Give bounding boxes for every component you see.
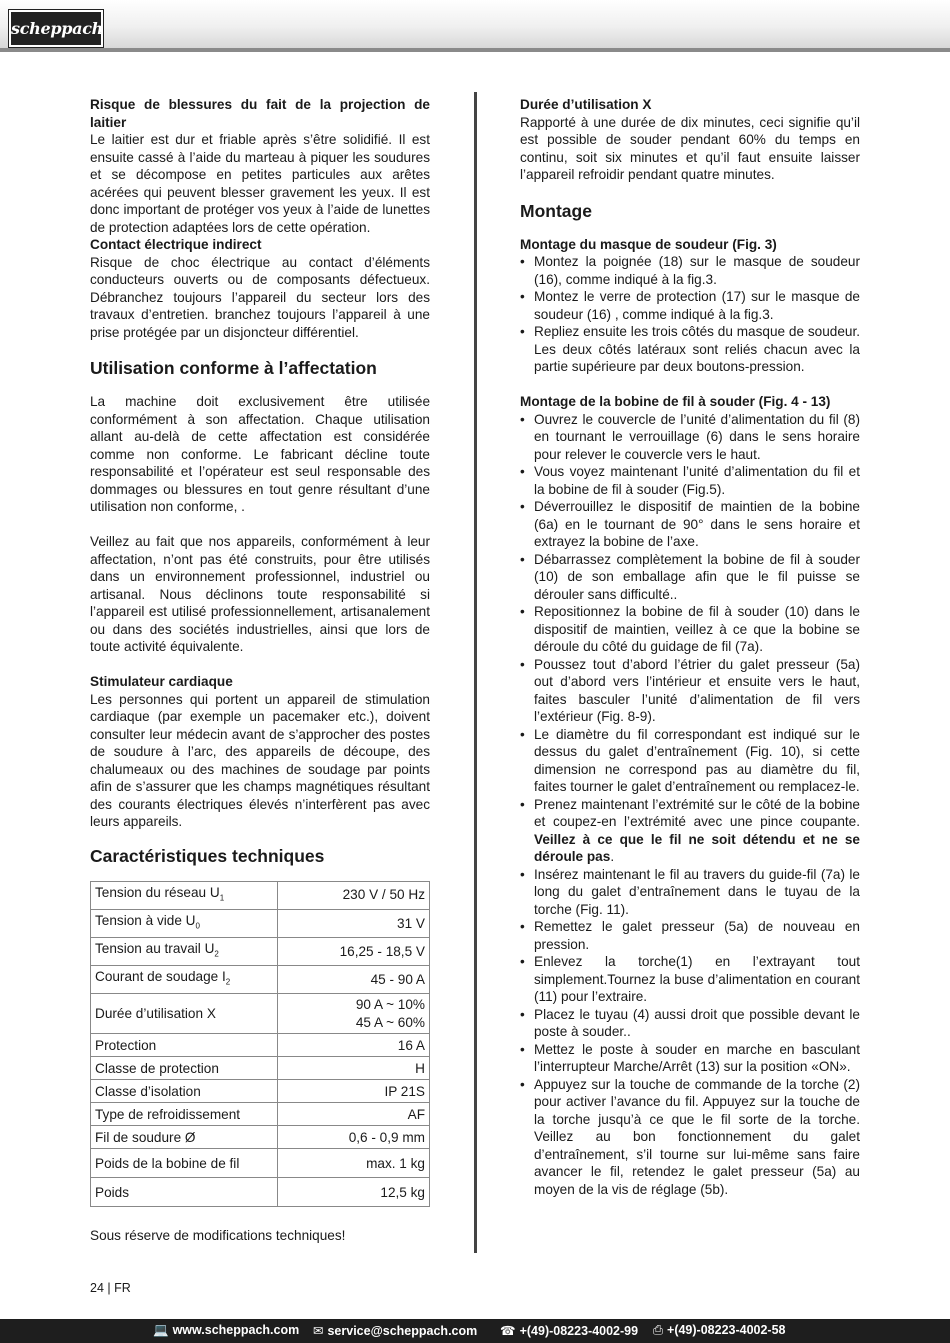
list-item: • Montez le verre de protection (17) sur le masque de soudeur (16) , comme indiqué à la fig.3. xyxy=(520,288,860,323)
pacemaker-title: Stimulateur cardiaque xyxy=(90,674,233,689)
footer-fax xyxy=(653,1323,786,1338)
fax-number: +(49)-08223-4002-58 xyxy=(667,1323,786,1337)
spec-label-subscript: 1 xyxy=(219,893,225,903)
list-item: • Le diamètre du fil correspondant est indiqué sur le dessus du galet d’entraînement (Fig. 10), si cette dimension ne correspond pas au diamètre du fil, faites tourner le galet d’entraînement ou remplacez-le. xyxy=(520,726,860,796)
spec-value xyxy=(277,966,429,994)
list-item: • Ouvrez le couvercle de l’unité d’alimentation du fil (8) en tournant le verrouillage (6) dans le sens horaire pour relever le couvercle vers le haut. xyxy=(520,411,860,464)
specs-heading: Caractéristiques techniques xyxy=(90,845,325,866)
table-row xyxy=(91,1126,430,1149)
duty-text: Rapporté à une durée de dix minutes, ceci signifie qu’il est possible de souder pendant 60% du temps en continu, soit six minutes et qu’il faut ensuite laisser l’appareil refroidir pendant quatre minutes. xyxy=(520,114,860,182)
spec-value-text: 45 - 90 A xyxy=(370,972,425,988)
table-row xyxy=(91,1178,430,1207)
table-row xyxy=(91,966,430,994)
pacemaker-text: Les personnes qui portent un appareil de stimulation cardiaque (par exemple un pacemaker etc.), doivent consulter leur médecin avant de s’approcher des postes de soudure à l’arc, des appareils de découpe, des chalumeaux ou des machines de soudage par points afin de s’assurer que les champs magnétiques résultant des courants électriques élevés n’interfèrent pas avec leurs appareils. xyxy=(90,691,430,829)
spec-label-text: Type de refroidissement xyxy=(95,1106,241,1122)
spec-label xyxy=(91,937,278,965)
website-link[interactable]: www.scheppach.com xyxy=(172,1323,300,1337)
spec-value-text: IP 21S xyxy=(384,1083,425,1099)
email-link[interactable]: service@scheppach.com xyxy=(327,1324,478,1338)
spec-label-subscript: 2 xyxy=(214,949,219,959)
table-row xyxy=(91,881,430,909)
spec-label-text: Poids de la bobine de fil xyxy=(95,1155,240,1171)
spec-label xyxy=(91,1126,278,1149)
list-item: • Vous voyez maintenant l’unité d’alimentation du fil et la bobine de fil à souder (Fig.5). xyxy=(520,463,860,498)
spec-label xyxy=(91,1178,278,1207)
spec-value-text: 16 A xyxy=(397,1037,425,1053)
list-item: • Remettez le galet presseur (5a) de nouveau en pression. xyxy=(520,918,860,953)
list-item-text: Prenez maintenant l’extrémité sur le côté de la bobine et coupez-en l’extrémité avec une pince coupante. xyxy=(534,796,860,829)
contact-text: Risque de choc électrique au contact d’éléments conducteurs ouverts ou de composants défectueux. Débranchez toujours l’appareil du secteur lors des travaux d’entretien. branchez toujours l’appareil à une prise protégée par un disjoncteur différentiel. xyxy=(90,254,430,340)
list-item: • Déverrouillez le dispositif de maintien de la bobine (6a) en le tournant de 90° dans le sens horaire et extrayez la bobine de l’axe. xyxy=(520,498,860,551)
spec-value xyxy=(277,994,429,1034)
table-row xyxy=(91,1103,430,1126)
mask-list xyxy=(520,253,860,376)
table-row xyxy=(91,1149,430,1178)
brand-logo: scheppach xyxy=(9,10,103,47)
montage-heading: Montage xyxy=(520,200,592,221)
spec-label-text: Durée d’utilisation X xyxy=(95,1006,216,1022)
spec-value xyxy=(277,909,429,937)
table-row xyxy=(91,1057,430,1080)
list-item: • Poussez tout d’abord l’étrier du galet presseur (5a) out d’abord vers l’intérieur et ensuite vers le haut, faites basculer l’unité d’alimentation de fil vers l’extérieur (Fig. 8-9). xyxy=(520,656,860,726)
column-divider xyxy=(474,92,477,1253)
table-row xyxy=(91,1080,430,1103)
header-bar xyxy=(0,0,950,52)
risk-text: Le laitier est dur et friable après s’être solidifié. Il est ensuite cassé à l’aide du marteau à piquer les soudures et se décompose en petites particules aux arêtes acérées qui peuvent blesser gravement les yeux. Il est donc important de protéger vos yeux à l’aide de lunettes de protection adaptées lors de cette opération. xyxy=(90,132,430,235)
envelope-icon: ✉ xyxy=(313,1324,324,1338)
spec-value xyxy=(277,1178,429,1207)
spec-label-text: Courant de soudage I xyxy=(95,969,226,985)
spec-label-text: Poids xyxy=(95,1184,130,1200)
list-item-warning: Veillez à ce que le fil ne soit détendu et ne se déroule pas xyxy=(534,831,860,864)
spec-label xyxy=(91,1034,278,1057)
list-item xyxy=(520,796,860,866)
footer-email[interactable] xyxy=(313,1323,477,1338)
spec-label xyxy=(91,1149,278,1178)
spec-value-text: 90 A ~ 10% xyxy=(355,997,425,1013)
spec-label xyxy=(91,966,278,994)
reserve-note: Sous réserve de modifications techniques! xyxy=(90,1228,346,1244)
spec-value-text: 16,25 - 18,5 V xyxy=(339,943,425,959)
table-row xyxy=(91,909,430,937)
spec-value xyxy=(277,881,429,909)
spec-value-text: H xyxy=(415,1060,425,1076)
spec-label xyxy=(91,1057,278,1080)
table-row xyxy=(91,994,430,1034)
spool-list xyxy=(520,411,860,1199)
list-item: • Enlevez la torche(1) en l’extrayant tout simplement.Tournez la buse d’alimentation en courant (11) pour l’extraire. xyxy=(520,953,860,1006)
spec-label xyxy=(91,1103,278,1126)
spec-value xyxy=(277,937,429,965)
list-item: • Appuyez sur la touche de commande de la torche (2) pour activer l’avance du fil. Appuyez sur la touche de la torche jusqu’à ce que le fil sorte de la torche. Veillez au bon fonctionnement du galet d’entraînement, s’il tourne sur lui-même sans faire avancer le fil, retendez le galet presseur (5a) au moyen de la vis de réglage (5b). xyxy=(520,1076,860,1199)
list-item: • Montez la poignée (18) sur le masque de soudeur (16), comme indiqué à la fig.3. xyxy=(520,253,860,288)
spec-value-text: 12,5 kg xyxy=(380,1184,425,1200)
spec-label-text: Fil de soudure Ø xyxy=(95,1129,196,1145)
table-row xyxy=(91,937,430,965)
specs-table xyxy=(90,881,430,1208)
list-item-end: . xyxy=(610,849,615,864)
page-number: 24 | FR xyxy=(90,1281,131,1295)
usage-paragraph-1: La machine doit exclusivement être utilisée conformément à son affectation. Chaque utilisation allant au-delà de cette affectation est considérée comme non conforme. Le fabricant décline toute responsabilité et l’opérateur est seul responsable des dommages ou blessures en tout genre résultant d’une utilisation non conforme, . xyxy=(90,394,430,514)
footer-website[interactable] xyxy=(153,1323,299,1338)
list-item: • Débarrassez complètement la bobine de fil à souder (10) de son emballage afin que le fil puisse se dérouler sans difficulté.. xyxy=(520,551,860,604)
spec-value-text: AF xyxy=(407,1106,425,1122)
list-item: • Repliez ensuite les trois côtés du masque de soudeur. Les deux côtés latéraux sont reliés chacun avec la partie supérieure par deux boutons-pression. xyxy=(520,323,860,376)
fax-icon: ⎙ xyxy=(653,1323,664,1337)
spec-value-text: 230 V / 50 Hz xyxy=(342,887,425,903)
mask-title: Montage du masque de soudeur (Fig. 3) xyxy=(520,236,777,252)
spec-label-text: Protection xyxy=(95,1037,157,1053)
spec-label xyxy=(91,909,278,937)
spec-value xyxy=(277,1126,429,1149)
spec-value xyxy=(277,1080,429,1103)
spec-value xyxy=(277,1057,429,1080)
spec-value-text-2: 45 A ~ 60% xyxy=(355,1014,425,1030)
spec-value-text: 0,6 - 0,9 mm xyxy=(348,1129,425,1145)
table-row xyxy=(91,1034,430,1057)
spool-title: Montage de la bobine de fil à souder (Fig. 4 - 13) xyxy=(520,394,831,409)
list-item: • Placez le tuyau (4) aussi droit que possible devant le poste à souder.. xyxy=(520,1006,860,1041)
spec-label-text: Tension au travail U xyxy=(95,940,215,956)
list-item: • Insérez maintenant le fil au travers du guide-fil (7a) le long du galet d’entraînement dans le tuyau de la torche (Fig. 11). xyxy=(520,866,860,919)
spec-value xyxy=(277,1103,429,1126)
spec-label xyxy=(91,881,278,909)
contact-title: Contact électrique indirect xyxy=(90,237,262,252)
spec-label xyxy=(91,994,278,1034)
computer-icon: 💻 xyxy=(153,1323,169,1337)
spec-value-text: 31 V xyxy=(397,915,425,931)
usage-heading: Utilisation conforme à l’affectation xyxy=(90,358,377,378)
spec-label-text: Classe de protection xyxy=(95,1060,219,1076)
spec-value xyxy=(277,1149,429,1178)
spec-label-text: Classe d’isolation xyxy=(95,1083,201,1099)
footer-phone xyxy=(500,1323,638,1338)
right-column xyxy=(520,96,860,1198)
list-item: • Repositionnez la bobine de fil à souder (10) dans le dispositif de maintien, veillez à ce que la bobine se déroule du côté du guidage de fil (7a). xyxy=(520,603,860,656)
spec-value xyxy=(277,1034,429,1057)
spec-label-subscript: 0 xyxy=(195,921,200,931)
spec-label-text: Tension du réseau U xyxy=(95,884,220,900)
spec-label xyxy=(91,1080,278,1103)
footer-bar xyxy=(0,1319,950,1343)
phone-icon: ☎ xyxy=(500,1324,516,1338)
risk-title: Risque de blessures du fait de la projection de laitier xyxy=(90,97,430,130)
left-column xyxy=(90,96,430,1245)
spec-value-text: max. 1 kg xyxy=(366,1155,425,1171)
duty-title: Durée d’utilisation X xyxy=(520,97,652,112)
spec-label-subscript: 2 xyxy=(225,977,231,987)
list-item: • Mettez le poste à souder en marche en basculant l’interrupteur Marche/Arrêt (13) sur la position «ON». xyxy=(520,1041,860,1076)
usage-paragraph-2: Veillez au fait que nos appareils, conformément à leur affectation, n’ont pas été construits, pour être utilisés dans un environnement professionnel, industriel ou artisanal. Nous déclinons toute responsabilité si l’appareil est utilisé professionnellement, artisanalement ou dans des sociétés industrielles, ainsi que lors de toute activité équivalente. xyxy=(90,534,430,654)
phone-number: +(49)-08223-4002-99 xyxy=(519,1324,639,1338)
spec-label-text: Tension à vide U xyxy=(95,912,196,928)
